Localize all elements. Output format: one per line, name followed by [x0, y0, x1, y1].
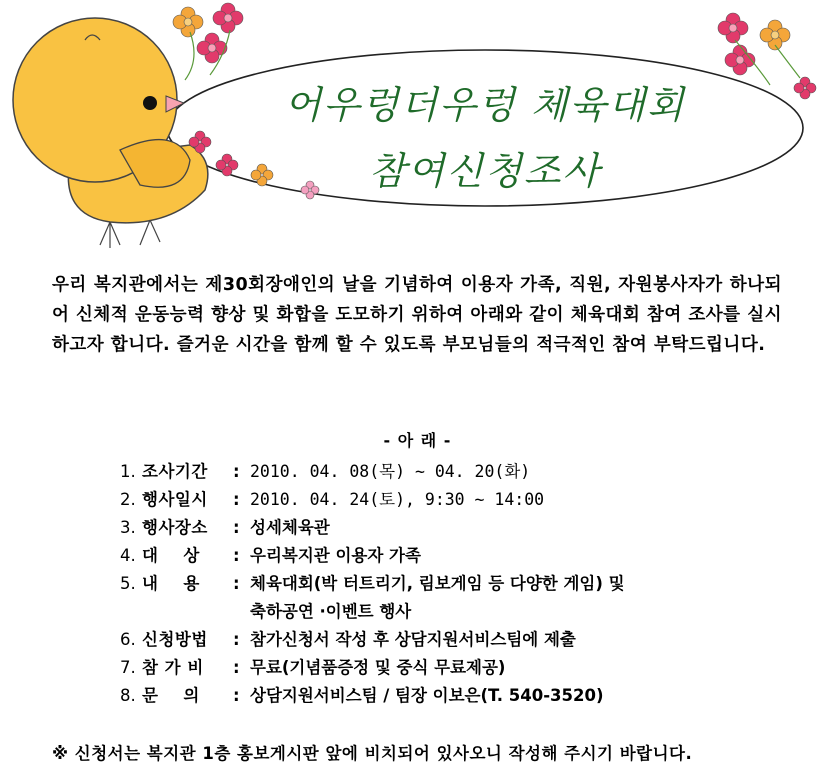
item-number: 5. — [120, 574, 136, 593]
list-item — [120, 654, 810, 682]
notice-heading: - 아 래 - — [383, 431, 452, 450]
item-label: 문 의 — [142, 686, 200, 705]
item-value: 2010. 04. 08(목) ~ 04. 20(화) — [250, 462, 531, 481]
list-item-continuation — [120, 598, 810, 626]
item-label: 참 가 비 — [142, 658, 204, 677]
item-value: 성세체육관 — [250, 518, 330, 537]
page-title-line1: 어우렁더우렁 체육대회 — [284, 83, 686, 127]
item-value: 체육대회(박 터트리기, 림보게임 등 다양한 게임) 및 — [250, 574, 625, 593]
item-value: 참가신청서 작성 후 상담지원서비스팀에 제출 — [250, 630, 576, 649]
item-number: 3. — [120, 518, 136, 537]
item-number: 6. — [120, 630, 136, 649]
item-label: 행사장소 — [142, 518, 208, 537]
list-item — [120, 682, 810, 710]
item-label: 조사기간 — [142, 462, 208, 481]
item-value: 우리복지관 이용자 가족 — [250, 546, 421, 565]
item-label: 내 용 — [142, 574, 200, 593]
header-illustration — [0, 0, 835, 260]
item-value: 2010. 04. 24(토), 9:30 ~ 14:00 — [250, 490, 545, 509]
item-separator: : — [233, 574, 240, 593]
item-separator: : — [233, 490, 240, 509]
item-number: 8. — [120, 686, 136, 705]
item-number: 1. — [120, 462, 136, 481]
item-label: 신청방법 — [142, 630, 208, 649]
item-separator: : — [233, 686, 240, 705]
item-separator: : — [233, 462, 240, 481]
list-item — [120, 570, 810, 598]
item-value: 무료(기념품증정 및 중식 무료제공) — [250, 658, 506, 677]
footer-note: ※ 신청서는 복지관 1층 홍보게시판 앞에 비치되어 있사오니 작성해 주시기 바랍니다. — [52, 744, 693, 763]
list-item — [120, 626, 810, 654]
intro-paragraph: 우리 복지관에서는 제30회장애인의 날을 기념하여 이용자 가족, 직원, 자원봉사자가 하나되어 신체적 운동능력 향상 및 화합을 도모하기 위하여 아래와 같이 체육대회 참여 조사를 실시하고자 합니다. 즐거운 시간을 함께 할 수 있도록 부모님들의 적극적인 참여 부탁드립니다. — [52, 275, 782, 355]
details-list — [120, 458, 810, 710]
item-value: 상담지원서비스팀 / 팀장 이보은(T. 540-3520) — [250, 686, 604, 705]
chick-icon — [13, 18, 208, 248]
item-separator: : — [233, 518, 240, 537]
item-number: 2. — [120, 490, 136, 509]
item-label: 행사일시 — [142, 490, 208, 509]
item-separator: : — [233, 546, 240, 565]
item-label: 대 상 — [142, 546, 200, 565]
list-item — [120, 514, 810, 542]
list-item — [120, 486, 810, 514]
item-separator: : — [233, 658, 240, 677]
item-number: 7. — [120, 658, 136, 677]
list-item — [120, 542, 810, 570]
item-separator: : — [233, 630, 240, 649]
item-number: 4. — [120, 546, 136, 565]
page-title-line2: 참여신청조사 — [368, 149, 602, 193]
list-item — [120, 458, 810, 486]
item-value: 축하공연 ·이벤트 행사 — [250, 602, 412, 621]
